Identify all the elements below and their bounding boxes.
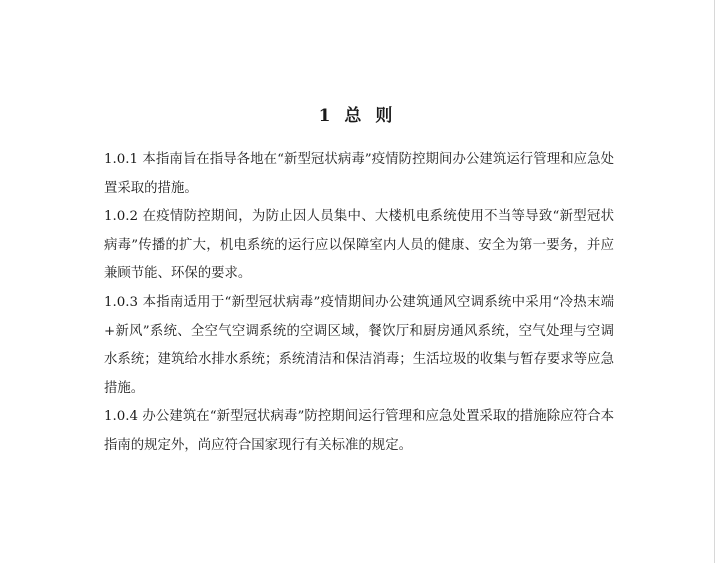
- clause-text: 本指南适用于“新型冠状病毒”疫情期间办公建筑通风空调系统中采用“冷热末端+新风”系统、全空气空调系统的空调区域，餐饮厅和厨房通风系统，空气处理与空调水系统；建筑给水排水系统；系统清洁和保洁消毒；生活垃圾的收集与暂存要求等应急措施。: [104, 294, 614, 396]
- clause-1-0-1: [104, 146, 614, 203]
- clause-number: 1.0.2: [104, 209, 139, 225]
- clause-number: 1.0.1: [104, 152, 139, 167]
- clause-1-0-4: [104, 403, 614, 460]
- clause-text: 办公建筑在“新型冠状病毒”防控期间运行管理和应急处置采取的措施除应符合本指南的规定外，尚应符合国家现行有关标准的规定。: [104, 409, 614, 453]
- clause-1-0-2: [104, 203, 614, 289]
- clause-1-0-3: [104, 289, 614, 403]
- chapter-title: 1 总 则: [318, 106, 397, 126]
- chapter-body: [104, 146, 614, 461]
- clause-text: 本指南旨在指导各地在“新型冠状病毒”疫情防控期间办公建筑运行管理和应急处置采取的措施。: [104, 152, 614, 196]
- clause-number: 1.0.4: [104, 409, 139, 425]
- clause-number: 1.0.3: [104, 294, 139, 310]
- clause-text: 在疫情防控期间，为防止因人员集中、大楼机电系统使用不当等导致“新型冠状病毒”传播的扩大，机电系统的运行应以保障室内人员的健康、安全为第一要务，并应兼顾节能、环保的要求。: [104, 209, 614, 282]
